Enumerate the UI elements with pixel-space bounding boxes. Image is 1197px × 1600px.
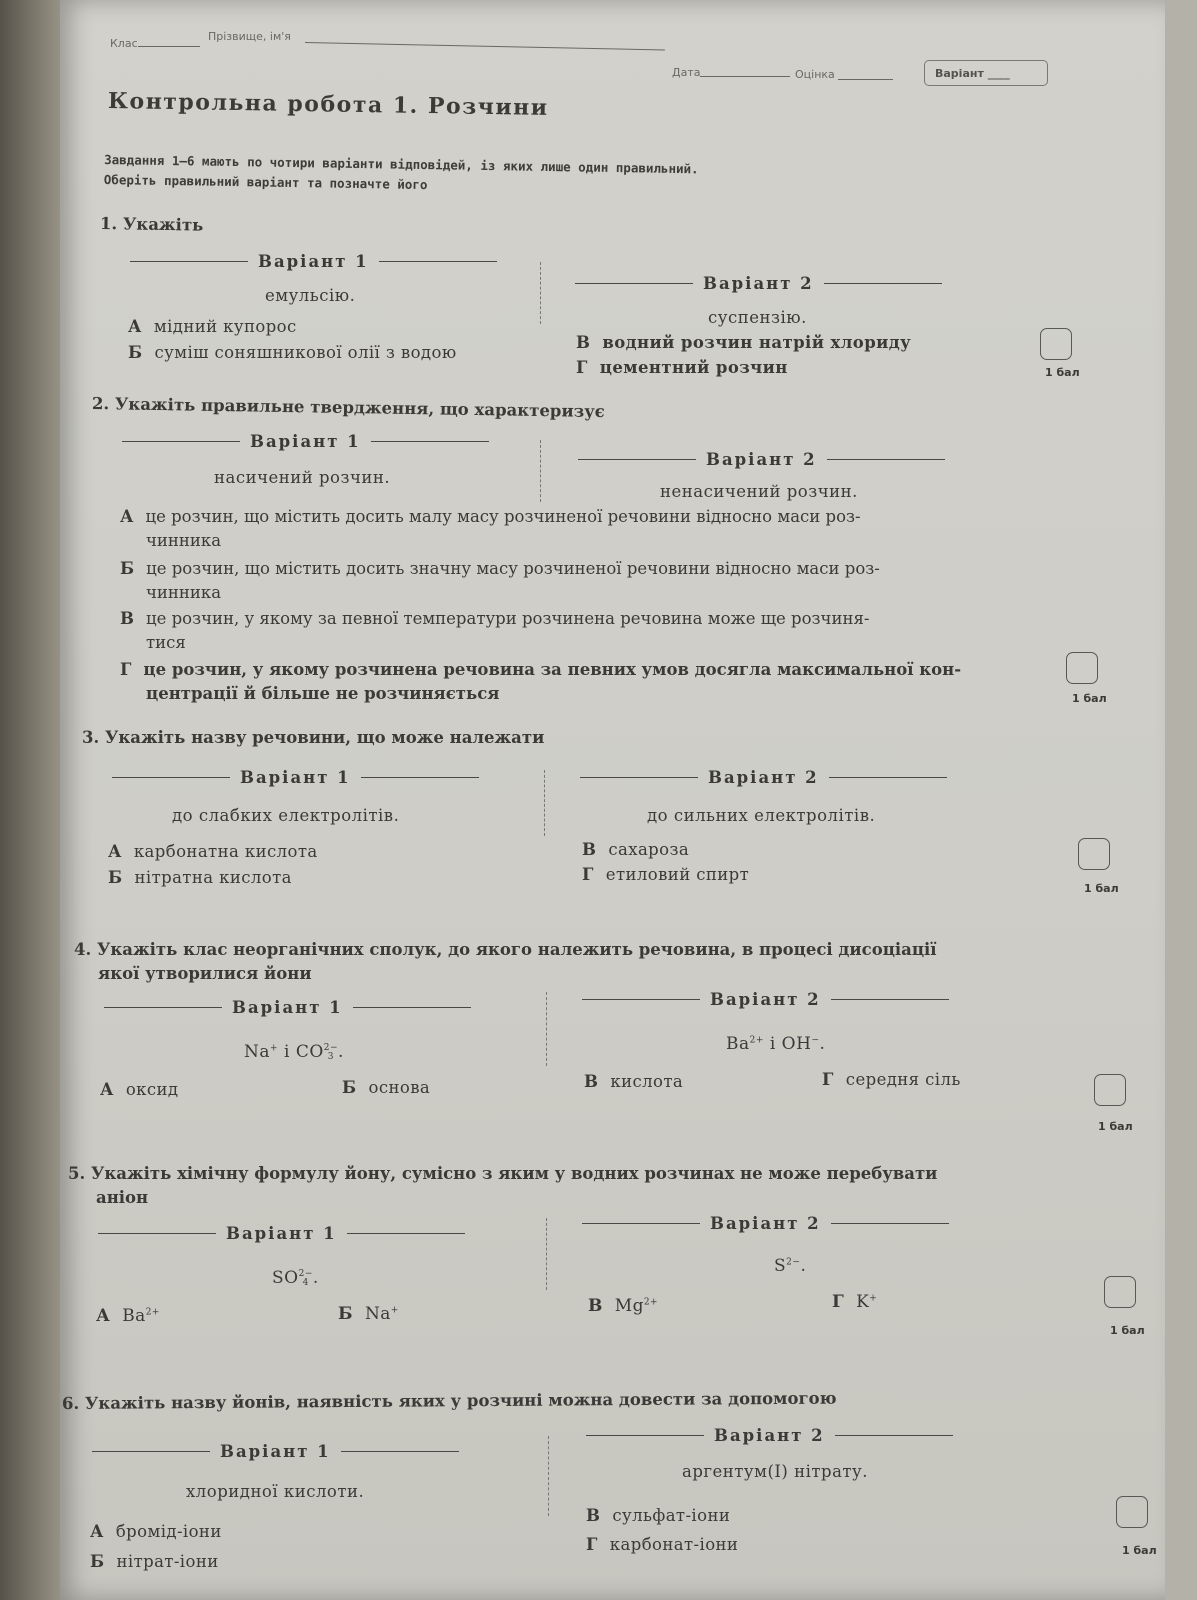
variant-2-label: Варіант 2	[710, 990, 821, 1009]
variant-2-label: Варіант 2	[710, 1214, 821, 1233]
class-field[interactable]	[138, 46, 200, 47]
date-label: Дата	[672, 66, 701, 79]
variant-1-header	[130, 252, 497, 271]
question-text: Укажіть	[122, 214, 204, 235]
points-label: 1 бал	[1110, 1324, 1145, 1337]
question-text-cont: аніон	[96, 1188, 149, 1207]
option-g[interactable]: Г етиловий спирт	[582, 865, 750, 884]
answer-box[interactable]	[1066, 652, 1098, 684]
question-prompt	[74, 938, 1104, 986]
variant-1-label: Варіант 1	[250, 432, 361, 451]
option-a[interactable]: А бромід-іони	[90, 1522, 222, 1541]
option-v[interactable]: В водний розчин натрій хлориду	[576, 333, 912, 352]
option-a[interactable]: А мідний купорос	[128, 317, 297, 336]
points-label: 1 бал	[1122, 1544, 1157, 1557]
question-number: 3.	[82, 728, 100, 747]
variant-1-label: Варіант 1	[226, 1224, 337, 1243]
question-5	[68, 1162, 1098, 1352]
option-a[interactable]: А $Ba^{2+}$	[96, 1306, 160, 1326]
variant-label: Варіант	[935, 67, 984, 80]
option-g[interactable]: Г середня сіль	[822, 1070, 961, 1089]
question-text-cont: якої утворилися йони	[98, 964, 312, 983]
variant-divider	[546, 992, 547, 1066]
variant-1-header	[92, 1442, 459, 1461]
next-page-edge	[1165, 0, 1197, 1600]
question-prompt	[68, 1162, 1098, 1210]
option-v[interactable]: В $Mg^{2+}$	[588, 1296, 658, 1316]
answer-box[interactable]	[1078, 838, 1110, 870]
option-v[interactable]: В це розчин, у якому за певної температури розчинена речовина може ще розчиня- тися	[120, 609, 870, 652]
variant-2-text: ненасичений розчин.	[660, 482, 858, 501]
question-number: 5.	[68, 1164, 86, 1183]
variant-1-ions: Na+ і CO 2− 3 .	[244, 1042, 344, 1062]
option-g[interactable]: Г K+	[832, 1292, 878, 1312]
points-label: 1 бал	[1084, 882, 1119, 895]
option-b[interactable]: Б основа	[342, 1078, 431, 1097]
option-b[interactable]: Б це розчин, що містить досить значну масу розчиненої речовини відносно маси роз- чинника	[120, 559, 880, 602]
option-b[interactable]: Б нітратна кислота	[108, 868, 292, 887]
answer-box[interactable]	[1040, 328, 1072, 360]
option-a[interactable]: А це розчин, що містить досить малу масу розчиненої речовини відносно маси роз- чинника	[120, 507, 861, 550]
variant-1-text: хлоридної кислоти.	[186, 1482, 365, 1501]
variant-1-label: Варіант 1	[240, 768, 351, 787]
option-v[interactable]: В кислота	[584, 1072, 684, 1091]
points-label: 1 бал	[1072, 692, 1107, 705]
variant-2-label: Варіант 2	[708, 768, 819, 787]
variant-1-text: насичений розчин.	[214, 468, 391, 487]
option-g[interactable]: Г це розчин, у якому розчинена речовина за певних умов досягла максимальної кон- центрації й більше не розчиняється	[120, 660, 962, 703]
variant-2-ions: $Ba^{2+}$ і OH−.	[726, 1034, 826, 1054]
variant-2-label: Варіант 2	[703, 274, 814, 293]
option-g[interactable]: Г карбонат-іони	[586, 1535, 739, 1554]
variant-2-label: Варіант 2	[706, 450, 817, 469]
variant-divider	[540, 440, 541, 502]
variant-1-header	[104, 998, 471, 1017]
question-number: 4.	[74, 940, 92, 959]
variant-divider	[544, 770, 545, 836]
variant-2-label: Варіант 2	[714, 1426, 825, 1445]
variant-divider	[540, 262, 541, 324]
variant-2-header	[578, 450, 945, 469]
date-field[interactable]	[700, 76, 790, 77]
variant-2-text: суспензію.	[708, 308, 807, 327]
answer-box[interactable]	[1094, 1074, 1126, 1106]
variant-1-header	[98, 1224, 465, 1243]
question-6	[61, 1388, 1092, 1592]
grade-label: Оцінка	[795, 68, 835, 81]
points-label: 1 бал	[1045, 366, 1080, 379]
option-b[interactable]: Б нітрат-іони	[90, 1552, 219, 1571]
variant-1-text: емульсію.	[265, 286, 356, 305]
option-v[interactable]: В сахароза	[582, 840, 690, 859]
question-number: 2.	[91, 394, 110, 414]
variant-1-label: Варіант 1	[258, 252, 369, 271]
variant-2-text: аргентум(I) нітрату.	[682, 1462, 868, 1481]
question-number: 6.	[61, 1393, 80, 1413]
option-a[interactable]: А оксид	[100, 1080, 179, 1099]
variant-2-header	[575, 274, 942, 293]
question-4	[74, 938, 1104, 1128]
answer-box[interactable]	[1116, 1496, 1148, 1528]
question-text: Укажіть назву йонів, наявність яких у розчині можна довести за допомогою	[84, 1388, 837, 1413]
option-a[interactable]: А карбонатна кислота	[108, 842, 318, 861]
variant-1-label: Варіант 1	[220, 1442, 331, 1461]
name-label: Прізвище, ім'я	[208, 30, 291, 43]
question-3	[82, 726, 1112, 916]
instruction-line: Завдання 1–6 мають по чотири варіанти відповідей, із яких лише один правильний.	[104, 152, 699, 177]
variant-1-text: до слабких електролітів.	[172, 806, 400, 825]
variant-2-header	[582, 990, 949, 1009]
variant-divider	[546, 1218, 547, 1290]
question-2	[92, 392, 1122, 712]
option-b[interactable]: Б суміш соняшникової олії з водою	[128, 343, 457, 362]
question-number: 1.	[99, 214, 118, 234]
option-g[interactable]: Г цементний розчин	[576, 358, 788, 377]
question-text: Укажіть клас неорганічних сполук, до якого належить речовина, в процесі дисоціації	[96, 940, 937, 959]
variant-2-header	[582, 1214, 949, 1233]
variant-1-label: Варіант 1	[232, 998, 343, 1017]
variant-1-header	[112, 768, 479, 787]
points-label: 1 бал	[1098, 1120, 1133, 1133]
page-title: Контрольна робота 1. Розчини	[107, 88, 549, 121]
option-b[interactable]: Б Na+	[338, 1304, 399, 1324]
variant-2-header	[586, 1426, 953, 1445]
question-prompt	[100, 212, 1130, 252]
class-label: Клас	[110, 37, 138, 50]
variant-field[interactable]: Варіант ____	[924, 60, 1048, 86]
answer-box[interactable]	[1104, 1276, 1136, 1308]
variant-2-text: до сильних електролітів.	[647, 806, 876, 825]
variant-2-header	[580, 768, 947, 787]
question-1	[100, 212, 1130, 392]
variant-divider	[548, 1436, 549, 1516]
question-prompt	[82, 726, 1112, 750]
variant-2-ion: $S^{2-}$.	[774, 1256, 807, 1276]
variant-1-header	[122, 432, 489, 451]
question-prompt	[92, 392, 1122, 432]
grade-field[interactable]	[838, 79, 893, 80]
instruction-line: Оберіть правильний варіант та позначте його	[103, 171, 428, 193]
question-text: Укажіть назву речовини, що може належати	[104, 728, 545, 747]
option-v[interactable]: В сульфат-іони	[586, 1506, 731, 1525]
variant-1-ion: SO 2− 4 .	[272, 1268, 319, 1288]
question-text: Укажіть хімічну формулу йону, сумісно з яким у водних розчинах не може перебувати	[90, 1164, 938, 1183]
question-text: Укажіть правильне твердження, що характеризує	[114, 394, 605, 422]
